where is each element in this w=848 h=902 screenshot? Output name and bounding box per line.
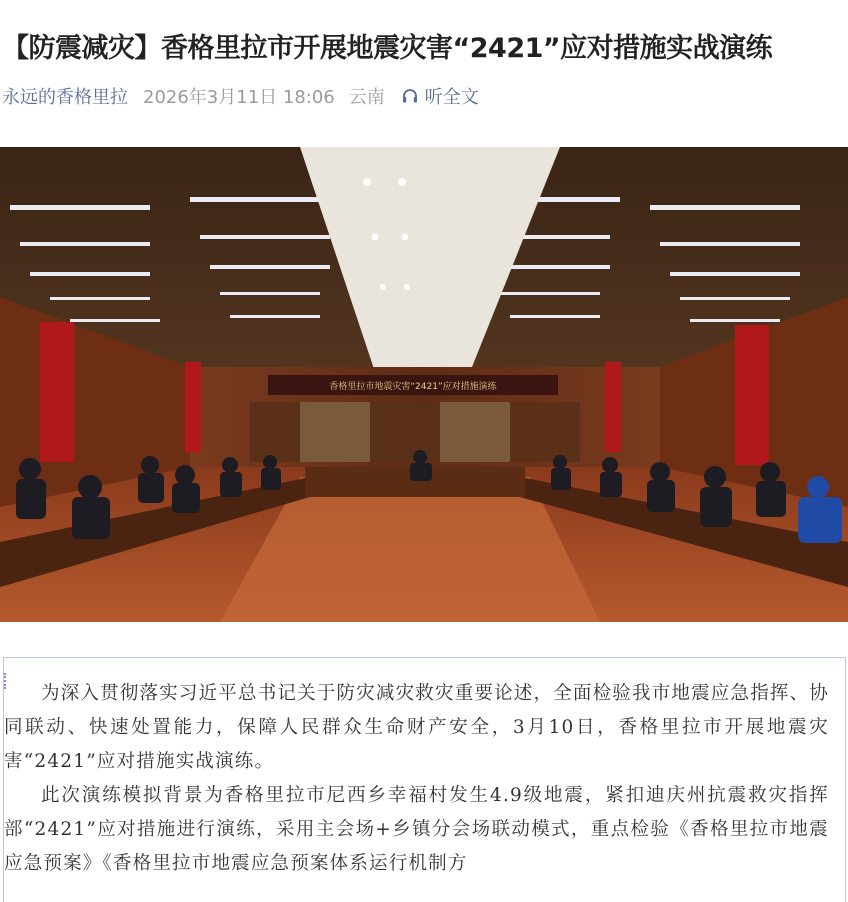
paragraph: 为深入贯彻落实习近平总书记关于防灾减灾救灾重要论述，全面检验我市地震应急指挥、协同联动、快速处置能力，保障人民群众生命财产安全，3月10日，香格里拉市开展地震灾害“2421”应对措施实战演练。: [4, 683, 830, 772]
article-body: [3, 657, 846, 902]
article-meta: [2, 84, 479, 108]
headphones-icon: [401, 87, 419, 105]
meeting-room-photo: [0, 147, 848, 622]
listen-label: 听全文: [424, 87, 479, 108]
paragraph: 此次演练模拟背景为香格里拉市尼西乡幸福村发生4.9级地震，紧扣迪庆州抗震救灾指挥部“2421”应对措施进行演练，采用主会场+乡镇分会场联动模式，重点检验《香格里拉市地震应急预案》《香格里拉市地震应急预案体系运行机制方: [4, 785, 829, 874]
article-title: 【防震减灾】香格里拉市开展地震灾害“2421”应对措施实战演练: [2, 33, 773, 64]
photo-banner-text: 香格里拉市地震灾害“2421”应对措施演练: [329, 382, 497, 392]
region-label: 云南: [348, 87, 385, 108]
listen-button[interactable]: [401, 83, 479, 109]
publish-date: 2026年3月11日 18:06: [143, 87, 335, 108]
article-photo: [0, 147, 848, 622]
author-link[interactable]: 永远的香格里拉: [2, 87, 128, 108]
